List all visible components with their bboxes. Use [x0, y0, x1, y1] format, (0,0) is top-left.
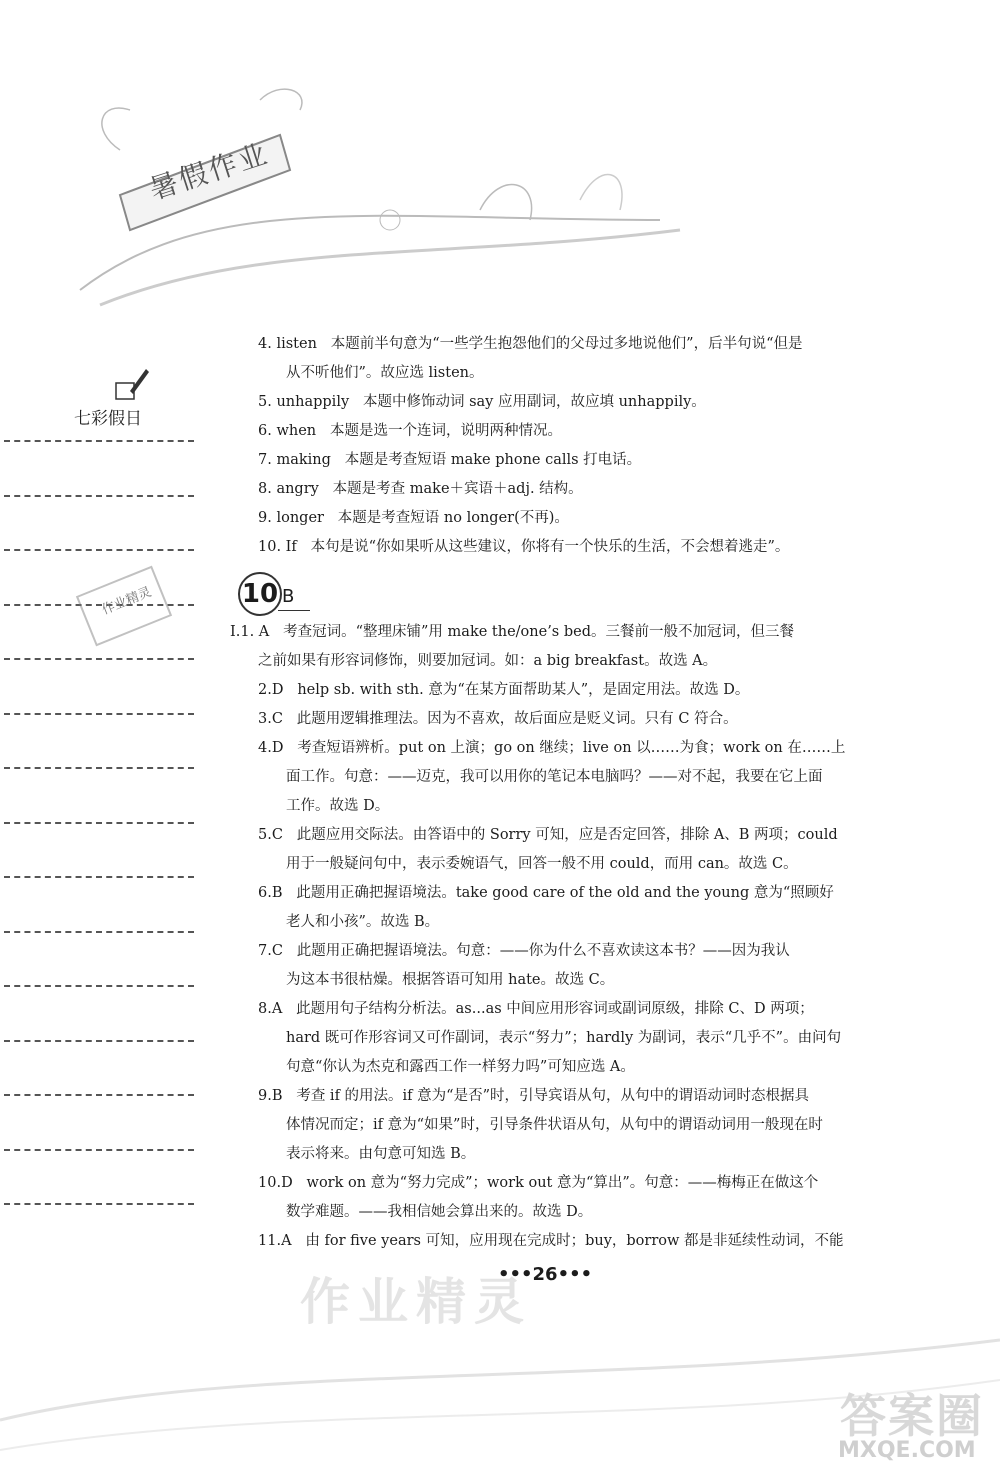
- answer-item: 9. longer 本题是考查短语 no longer(不再)。: [258, 510, 569, 526]
- answer-item: 5.C 此题应用交际法。由答语中的 Sorry 可知，应是否定回答，排除 A、B 两项；could 用于一般疑问句中，表示委婉语气，回答一般不用 could，而用 can。故选 C。: [258, 827, 838, 872]
- badge-underline: [278, 610, 310, 611]
- section-b: [230, 618, 898, 1256]
- sidebar-label: 七彩假日: [74, 409, 142, 429]
- answer-content: [230, 330, 898, 1256]
- logo-text: 暑假作业: [145, 136, 274, 207]
- answer-item: Ⅰ.1. A 考查冠词。“整理床铺”用 make the/one’s bed。三餐前一般不加冠词，但三餐 之前如果有形容词修饰，则要加冠词。如：a big breakfast。故选 A。: [230, 624, 794, 669]
- pencil-icon: [112, 365, 152, 405]
- note-lines: [4, 440, 194, 1258]
- stamp-text: 作业精灵: [99, 584, 154, 619]
- answer-item: 2.D help sb. with sth. 意为“在某方面帮助某人”，是固定用法。故选 D。: [258, 682, 750, 698]
- answer-item: 8.A 此题用句子结构分析法。as...as 中间应用形容词或副词原级，排除 C、D 两项； hard 既可作形容词又可作副词，表示“努力”；hardly 为副词，表示“几乎不”。由问句 句意“你认为杰克和露西工作一样努力吗”可知应选 A。: [258, 1001, 842, 1075]
- section-number-badge: 10: [238, 572, 282, 616]
- answer-item: 6.B 此题用正确把握语境法。take good care of the old and the young 意为“照顾好 老人和小孩”。故选 B。: [258, 885, 834, 930]
- answer-item: 10. If 本句是说“你如果听从这些建议，你将有一个快乐的生活，不会想着逃走”。: [258, 539, 790, 555]
- answer-item: 10.D work on 意为“努力完成”；work out 意为“算出”。句意：——梅梅正在做这个 数学难题。——我相信她会算出来的。故选 D。: [258, 1175, 819, 1220]
- page-number: •••26•••: [498, 1264, 593, 1285]
- answer-item: 7.C 此题用正确把握语境法。句意：——你为什么不喜欢读这本书？——因为我认 为这本书很枯燥。根据答语可知用 hate。故选 C。: [258, 943, 790, 988]
- answer-item: 8. angry 本题是考查 make＋宾语＋adj. 结构。: [258, 481, 583, 497]
- answer-item: 4. listen 本题前半句意为“一些学生抱怨他们的父母过多地说他们”，后半句说“但是 从不听他们”。故应选 listen。: [258, 336, 803, 381]
- answer-item: 6. when 本题是选一个连词，说明两种情况。: [258, 423, 562, 439]
- section-b-header: [238, 566, 898, 618]
- answer-item: 3.C 此题用逻辑推理法。因为不喜欢，故后面应是贬义词。只有 C 符合。: [258, 711, 738, 727]
- section-a: [258, 330, 898, 562]
- answer-item: 9.B 考查 if 的用法。if 意为“是否”时，引导宾语从句，从句中的谓语动词时态根据具 体情况而定；if 意为“如果”时，引导条件状语从句，从句中的谓语动词用一般现在时 表示将来。由句意可知选 B。: [258, 1088, 823, 1162]
- watermark-logo: 答案圈: [840, 1389, 984, 1443]
- watermark-url: MXQE.COM: [838, 1438, 976, 1463]
- answer-item: 11.A 由 for five years 可知，应用现在完成时；buy，borrow 都是非延续性动词，不能: [258, 1233, 844, 1249]
- roman-numeral: Ⅰ.: [230, 624, 241, 640]
- answer-item: 5. unhappily 本题中修饰动词 say 应用副词，故应填 unhappily。: [258, 394, 706, 410]
- answer-item: 7. making 本题是考查短语 make phone calls 打电话。: [258, 452, 642, 468]
- section-letter: B: [282, 586, 295, 607]
- answer-item: 4.D 考查短语辨析。put on 上演；go on 继续；live on 以……为食；work on 在……上 面工作。句意：——迈克，我可以用你的笔记本电脑吗？——对不起，我要在它上面 工作。故选 D。: [258, 740, 846, 814]
- watermark-text: 作业精灵: [300, 1273, 532, 1331]
